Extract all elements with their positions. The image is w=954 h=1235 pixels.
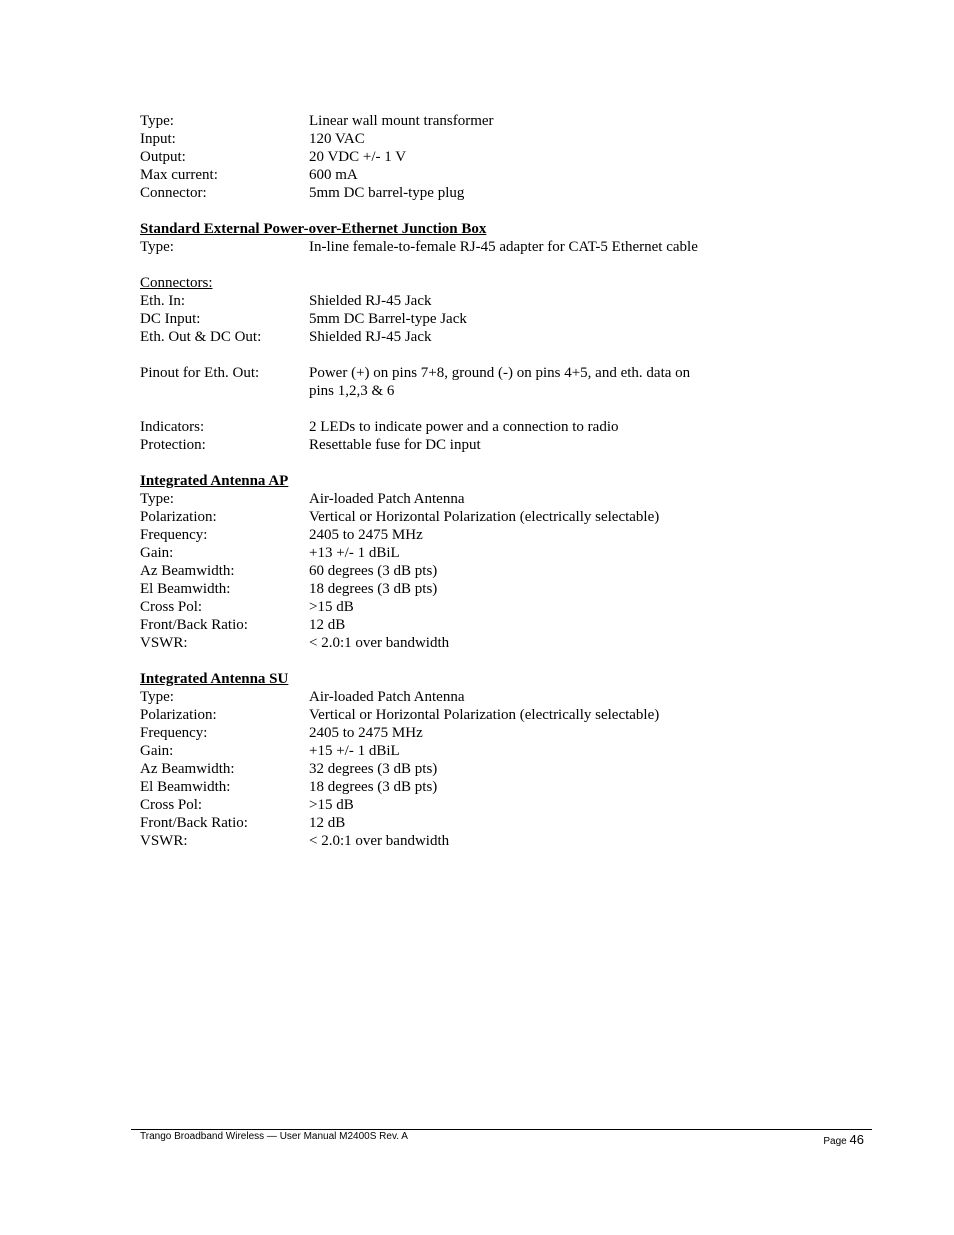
spec-row <box>140 526 840 544</box>
spec-row <box>140 778 840 796</box>
spec-value: In-line female-to-female RJ-45 adapter for CAT-5 Ethernet cable <box>309 239 698 255</box>
spec-row <box>140 148 840 166</box>
spec-label: Input: <box>140 131 176 147</box>
spec-row <box>140 598 840 616</box>
spec-row <box>140 112 840 130</box>
section-heading: Standard External Power-over-Ethernet Junction Box <box>140 221 487 237</box>
spec-row <box>140 688 840 706</box>
spacer <box>140 202 840 220</box>
spec-row <box>140 310 840 328</box>
spec-value: Air-loaded Patch Antenna <box>309 689 465 705</box>
spacer <box>140 256 840 274</box>
spacer <box>140 454 840 472</box>
spec-value: 2 LEDs to indicate power and a connection to radio <box>309 419 619 435</box>
spec-label: Cross Pol: <box>140 797 203 813</box>
spec-value: 12 dB <box>309 815 346 831</box>
spec-value: Shielded RJ-45 Jack <box>309 329 432 345</box>
spec-row <box>140 508 840 526</box>
spec-value: 5mm DC Barrel-type Jack <box>309 311 467 327</box>
spec-value: pins 1,2,3 & 6 <box>309 383 395 399</box>
section-heading: Integrated Antenna SU <box>140 671 289 687</box>
spec-label: Frequency: <box>140 725 208 741</box>
spec-label: Front/Back Ratio: <box>140 617 248 633</box>
spec-row <box>140 634 840 652</box>
spacer <box>140 400 840 418</box>
connectors-subheading: Connectors: <box>140 275 213 291</box>
spec-label: El Beamwidth: <box>140 779 231 795</box>
antenna-ap-section <box>140 472 840 652</box>
spec-value: 60 degrees (3 dB pts) <box>309 563 438 579</box>
spec-value: < 2.0:1 over bandwidth <box>309 635 450 651</box>
spec-row <box>140 382 840 400</box>
spec-value: 12 dB <box>309 617 346 633</box>
spec-label: Gain: <box>140 743 174 759</box>
spec-label: Pinout for Eth. Out: <box>140 365 260 381</box>
spec-label: Protection: <box>140 437 206 453</box>
spec-row <box>140 562 840 580</box>
spec-label: Connector: <box>140 185 207 201</box>
spec-value: 20 VDC +/- 1 V <box>309 149 407 165</box>
spec-row <box>140 580 840 598</box>
spec-value: 32 degrees (3 dB pts) <box>309 761 438 777</box>
section-heading: Integrated Antenna AP <box>140 473 289 489</box>
spec-row <box>140 328 840 346</box>
spec-value: 18 degrees (3 dB pts) <box>309 581 438 597</box>
spec-value: Shielded RJ-45 Jack <box>309 293 432 309</box>
spec-label: Output: <box>140 149 186 165</box>
spec-label: VSWR: <box>140 833 188 849</box>
footer-text: Trango Broadband Wireless — User Manual M2400S Rev. A <box>140 1131 408 1142</box>
page-prefix: Page <box>823 1136 847 1147</box>
spec-row <box>140 166 840 184</box>
spec-row <box>140 490 840 508</box>
spec-row <box>140 292 840 310</box>
spec-value: >15 dB <box>309 797 354 813</box>
spec-row <box>140 184 840 202</box>
spec-content <box>140 112 840 850</box>
spec-label: Polarization: <box>140 707 217 723</box>
spec-row <box>140 742 840 760</box>
spec-label: Indicators: <box>140 419 205 435</box>
antenna-su-section <box>140 670 840 850</box>
page-number <box>823 1132 864 1147</box>
spec-label: Frequency: <box>140 527 208 543</box>
spec-label: El Beamwidth: <box>140 581 231 597</box>
spec-row <box>140 616 840 634</box>
spec-label: Polarization: <box>140 509 217 525</box>
spec-label: Type: <box>140 491 174 507</box>
footer-divider <box>131 1129 872 1130</box>
spec-label: Az Beamwidth: <box>140 761 235 777</box>
spec-label: Type: <box>140 113 174 129</box>
spec-label: Eth. Out & DC Out: <box>140 329 262 345</box>
spec-row <box>140 238 840 256</box>
poe-section <box>140 220 840 454</box>
spec-label: DC Input: <box>140 311 201 327</box>
spec-value: 600 mA <box>309 167 358 183</box>
spec-label: Eth. In: <box>140 293 185 309</box>
spec-value: +13 +/- 1 dBiL <box>309 545 400 561</box>
spec-value: +15 +/- 1 dBiL <box>309 743 400 759</box>
spec-row <box>140 760 840 778</box>
spec-value: Resettable fuse for DC input <box>309 437 481 453</box>
spec-value: 120 VAC <box>309 131 365 147</box>
spec-row <box>140 814 840 832</box>
spacer <box>140 652 840 670</box>
spec-label: Gain: <box>140 545 174 561</box>
power-supply-specs <box>140 112 840 202</box>
spec-row <box>140 706 840 724</box>
spec-value: 5mm DC barrel-type plug <box>309 185 465 201</box>
spacer <box>140 346 840 364</box>
spec-row <box>140 130 840 148</box>
spec-value: 2405 to 2475 MHz <box>309 527 423 543</box>
spec-label: Type: <box>140 689 174 705</box>
spec-row <box>140 418 840 436</box>
spec-value: >15 dB <box>309 599 354 615</box>
spec-row <box>140 544 840 562</box>
spec-label: Max current: <box>140 167 218 183</box>
spec-value: < 2.0:1 over bandwidth <box>309 833 450 849</box>
spec-row <box>140 796 840 814</box>
spec-row <box>140 724 840 742</box>
spec-label: Az Beamwidth: <box>140 563 235 579</box>
spec-row <box>140 832 840 850</box>
spec-label: Cross Pol: <box>140 599 203 615</box>
page-number-value: 46 <box>849 1132 864 1147</box>
spec-row <box>140 274 840 292</box>
spec-value: Linear wall mount transformer <box>309 113 494 129</box>
spec-value: Air-loaded Patch Antenna <box>309 491 465 507</box>
spec-value: Power (+) on pins 7+8, ground (-) on pins 4+5, and eth. data on <box>309 365 691 381</box>
spec-row <box>140 364 840 382</box>
spec-row <box>140 436 840 454</box>
spec-value: 2405 to 2475 MHz <box>309 725 423 741</box>
spec-value: 18 degrees (3 dB pts) <box>309 779 438 795</box>
spec-label: Type: <box>140 239 174 255</box>
spec-value: Vertical or Horizontal Polarization (electrically selectable) <box>309 509 660 525</box>
spec-value: Vertical or Horizontal Polarization (electrically selectable) <box>309 707 660 723</box>
spec-label: Front/Back Ratio: <box>140 815 248 831</box>
spec-label: VSWR: <box>140 635 188 651</box>
